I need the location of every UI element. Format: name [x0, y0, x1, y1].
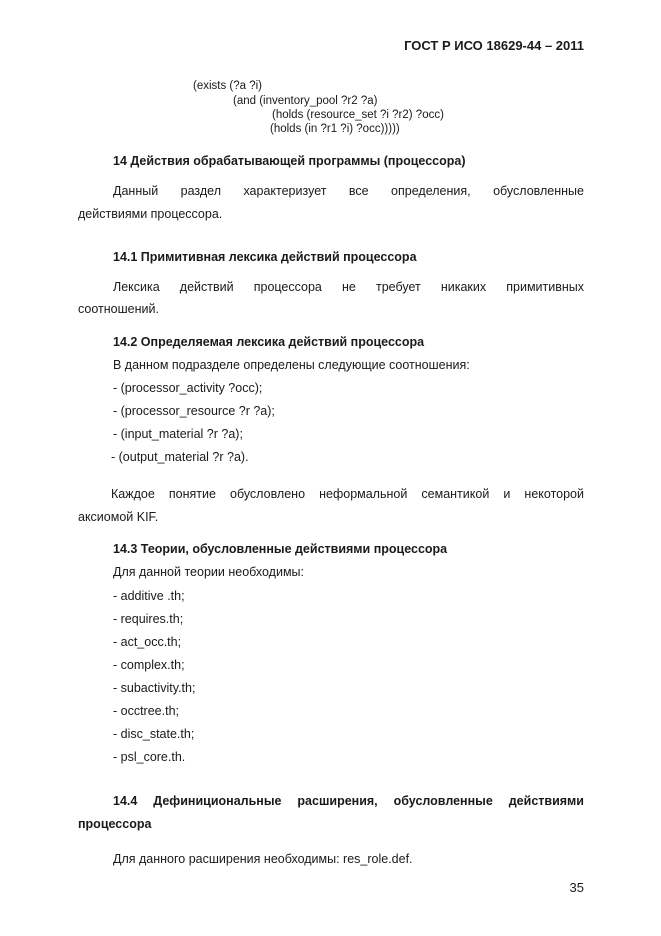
- list-item: - (input_material ?r ?a);: [113, 427, 243, 441]
- code-line: (holds (resource_set ?i ?r2) ?occ): [272, 109, 444, 121]
- list-item: - additive .th;: [113, 589, 185, 603]
- section-heading: 14 Действия обрабатывающей программы (процессора): [113, 154, 466, 168]
- code-line: (exists (?a ?i): [193, 80, 263, 92]
- paragraph-line: Каждое понятие обусловлено неформальной семантикой и некоторой: [111, 487, 584, 501]
- paragraph-line: соотношений.: [78, 302, 159, 316]
- list-item: - complex.th;: [113, 658, 185, 672]
- list-item: - psl_core.th.: [113, 750, 186, 764]
- subsection-heading-continuation: процессора: [78, 817, 152, 831]
- paragraph-line: аксиомой KIF.: [78, 510, 159, 524]
- list-item: - disc_state.th;: [113, 727, 195, 741]
- paragraph-intro: Для данной теории необходимы:: [113, 565, 305, 579]
- document-header: ГОСТ Р ИСО 18629-44 – 2011: [404, 38, 584, 53]
- subsection-heading: 14.1 Примитивная лексика действий процессора: [113, 250, 417, 264]
- subsection-heading: 14.3 Теории, обусловленные действиями процессора: [113, 542, 448, 556]
- page-number: 35: [569, 880, 584, 895]
- list-item: - (processor_resource ?r ?a);: [113, 404, 275, 418]
- subsection-heading: 14.2 Определяемая лексика действий процессора: [113, 335, 425, 349]
- code-line: (holds (in ?r1 ?i) ?occ))))): [270, 123, 400, 135]
- list-item: - (processor_activity ?occ);: [113, 381, 263, 395]
- paragraph-line: Для данного расширения необходимы: res_role.def.: [113, 852, 413, 866]
- paragraph-line: действиями процессора.: [78, 207, 223, 221]
- subsection-heading: 14.4 Дефинициональные расширения, обусловленные действиями: [113, 794, 584, 808]
- code-line: (and (inventory_pool ?r2 ?a): [233, 95, 378, 107]
- paragraph-line: Лексика действий процессора не требует никаких примитивных: [113, 280, 584, 294]
- paragraph-line: Данный раздел характеризует все определения, обусловленные: [113, 184, 584, 198]
- list-item: - (output_material ?r ?a).: [111, 450, 249, 464]
- paragraph-intro: В данном подразделе определены следующие соотношения:: [113, 358, 470, 372]
- list-item: - act_occ.th;: [113, 635, 182, 649]
- list-item: - occtree.th;: [113, 704, 179, 718]
- list-item: - requires.th;: [113, 612, 184, 626]
- list-item: - subactivity.th;: [113, 681, 196, 695]
